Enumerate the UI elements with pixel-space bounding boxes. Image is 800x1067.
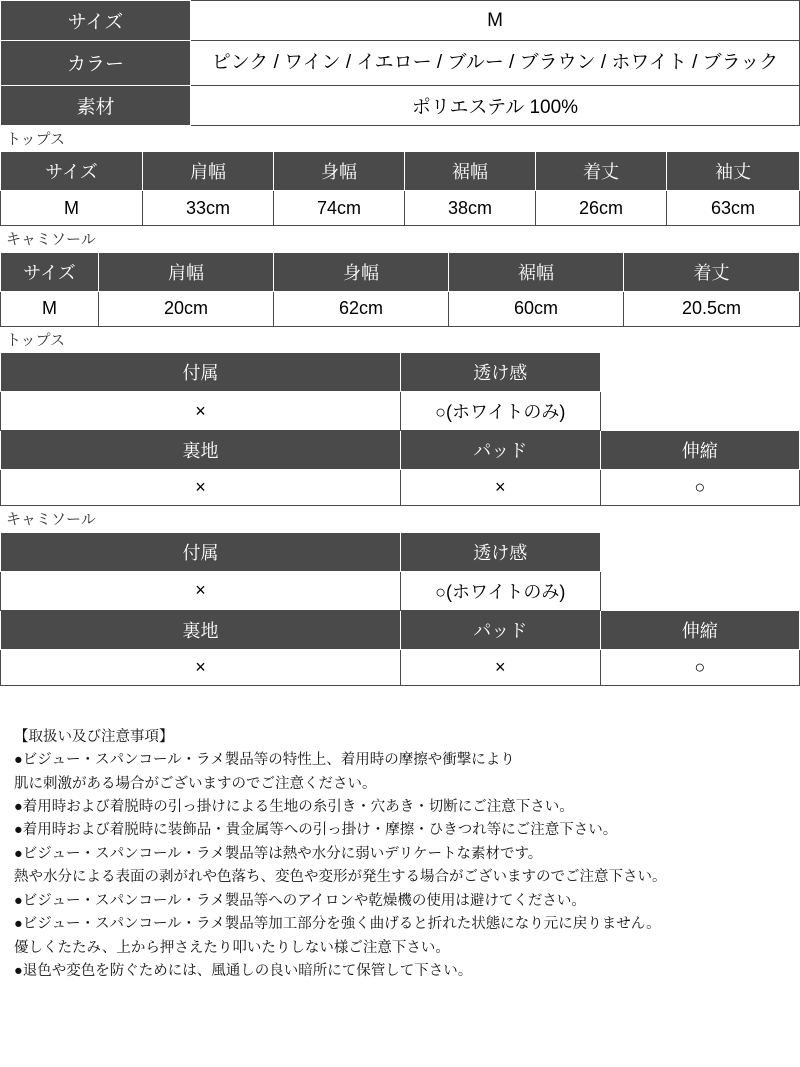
- col-header-sheerness: 透け感: [401, 353, 601, 392]
- cell-size: M: [1, 191, 143, 226]
- notes-line: ●ビジュー・スパンコール・ラメ製品等の特性上、着用時の摩擦や衝撃により: [14, 752, 515, 769]
- cell-lining: ×: [1, 649, 401, 685]
- notes-title: 【取扱い及び注意事項】: [14, 728, 174, 745]
- notes-line: ●着用時および着脱時の引っ掛けによる生地の糸引き・穴あき・切断にご注意下さい。: [14, 799, 574, 815]
- table-row: [1, 571, 800, 610]
- col-header-hem: 裾幅: [449, 252, 624, 291]
- col-header-bust: 身幅: [274, 152, 405, 191]
- table-row: [1, 1, 800, 41]
- cell-shoulder: 33cm: [143, 191, 274, 226]
- col-header-shoulder: 肩幅: [99, 252, 274, 291]
- col-header-bust: 身幅: [274, 252, 449, 291]
- tops-attr-table: [0, 352, 800, 506]
- col-header-hem: 裾幅: [405, 152, 536, 191]
- col-header-lining: 裏地: [1, 431, 401, 470]
- table-row: [1, 392, 800, 431]
- col-header-shoulder: 肩幅: [143, 152, 274, 191]
- cell-accessory: ×: [1, 571, 401, 610]
- cell-shoulder: 20cm: [99, 291, 274, 326]
- section-label-cami-measure: キャミソール: [6, 231, 96, 249]
- col-header-pad: パッド: [401, 431, 601, 470]
- spec-value-color: ピンク / ワイン / イエロー / ブルー / ブラウン / ホワイト / ブラック: [191, 41, 800, 86]
- care-notes: [0, 726, 800, 994]
- spec-table: [0, 0, 800, 126]
- spec-label-material: 素材: [1, 85, 191, 125]
- cell-sleeve: 63cm: [667, 191, 800, 226]
- cell-hem: 60cm: [449, 291, 624, 326]
- col-header-sheerness: 透け感: [401, 532, 601, 571]
- cell-sheerness: ○(ホワイトのみ): [401, 571, 601, 610]
- notes-line: ●退色や変色を防ぐためには、風通しの良い暗所にて保管して下さい。: [14, 963, 473, 980]
- table-row: [1, 291, 800, 326]
- notes-line: ●ビジュー・スパンコール・ラメ製品等加工部分を強く曲げると折れた状態になり元に戻りません。: [14, 916, 661, 933]
- table-header-row: [1, 152, 800, 191]
- col-header-sleeve: 袖丈: [667, 152, 800, 191]
- cell-length: 26cm: [536, 191, 667, 226]
- col-header-accessory: 付属: [1, 532, 401, 571]
- spec-value-size: M: [191, 1, 800, 41]
- col-header-length: 着丈: [624, 252, 800, 291]
- col-header-lining: 裏地: [1, 610, 401, 649]
- section-label-tops-measure: トップス: [6, 130, 65, 148]
- col-header-size: サイズ: [1, 152, 143, 191]
- section-label-cami-attr: キャミソール: [6, 511, 96, 529]
- col-header-pad: パッド: [401, 610, 601, 649]
- notes-line: ●ビジュー・スパンコール・ラメ製品等へのアイロンや乾燥機の使用は避けてください。: [14, 892, 586, 909]
- table-row: [1, 470, 800, 506]
- cell-bust: 62cm: [274, 291, 449, 326]
- col-header-length: 着丈: [536, 152, 667, 191]
- cell-stretch: ○: [600, 470, 800, 506]
- table-header-row: [1, 252, 800, 291]
- cell-bust: 74cm: [274, 191, 405, 226]
- col-header-size: サイズ: [1, 252, 99, 291]
- spec-value-material: ポリエステル 100%: [191, 85, 800, 125]
- table-header-row: [1, 431, 800, 470]
- cell-lining: ×: [1, 470, 401, 506]
- notes-line: 肌に刺激がある場合がございますのでご注意ください。: [14, 775, 377, 792]
- tops-measure-table: [0, 151, 800, 226]
- cell-size: M: [1, 291, 99, 326]
- notes-line: 熱や水分による表面の剥がれや色落ち、変色や変形が発生する場合がございますのでご注意下さい。: [14, 869, 667, 886]
- table-header-row: [1, 353, 800, 392]
- notes-line: ●ビジュー・スパンコール・ラメ製品等は熱や水分に弱いデリケートな素材です。: [14, 845, 543, 862]
- cell-pad: ×: [401, 649, 601, 685]
- spec-label-size: サイズ: [1, 1, 191, 41]
- cell-pad: ×: [401, 470, 601, 506]
- table-row: [1, 191, 800, 226]
- table-row: [1, 41, 800, 86]
- col-header-stretch: 伸縮: [600, 431, 800, 470]
- cell-stretch: ○: [600, 649, 800, 685]
- section-label-tops-attr: トップス: [6, 331, 65, 349]
- notes-line: ●着用時および着脱時に装飾品・貴金属等への引っ掛け・摩擦・ひきつれ等にご注意下さい。: [14, 822, 618, 839]
- spec-label-color: カラー: [1, 41, 191, 86]
- table-row: [1, 85, 800, 125]
- cami-attr-table: [0, 532, 800, 686]
- col-header-stretch: 伸縮: [600, 610, 800, 649]
- cell-length: 20.5cm: [624, 291, 800, 326]
- notes-line: 優しくたたみ、上から押さえたり叩いたりしない様ご注意下さい。: [14, 939, 450, 956]
- table-header-row: [1, 610, 800, 649]
- table-row: [1, 649, 800, 685]
- col-header-accessory: 付属: [1, 353, 401, 392]
- cell-hem: 38cm: [405, 191, 536, 226]
- cami-measure-table: [0, 252, 800, 327]
- table-header-row: [1, 532, 800, 571]
- cell-sheerness: ○(ホワイトのみ): [401, 392, 601, 431]
- cell-accessory: ×: [1, 392, 401, 431]
